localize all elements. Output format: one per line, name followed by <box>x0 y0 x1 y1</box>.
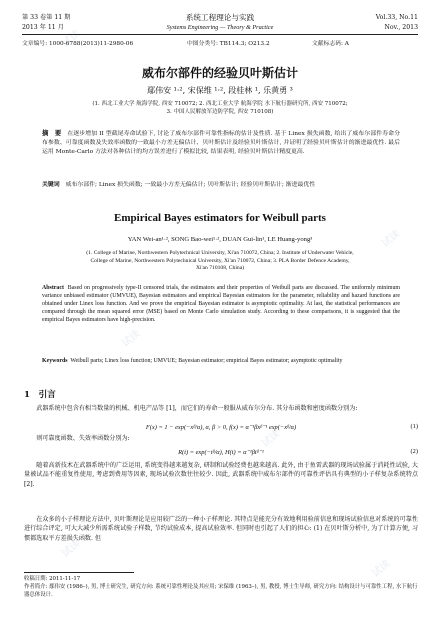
keywords-cn-label: 关键词 <box>42 181 60 188</box>
footnote-received: 收稿日期: 2011-11-17 <box>24 576 81 582</box>
volume-issue-en: Vol.33, No.11 <box>375 14 418 21</box>
watermark: 试读 <box>370 558 393 580</box>
authors-en: YAN Wei-an¹·², SONG Bao-wei¹·², DUAN Gui-lin¹, LE Huang-yong³ <box>127 236 313 243</box>
header-rule <box>22 34 418 35</box>
keywords-cn <box>42 180 400 190</box>
issue-date-en: Nov., 2013 <box>384 24 418 31</box>
volume-issue: 第 33 卷第 11 期 <box>22 14 71 21</box>
equation-2 <box>24 448 418 458</box>
title-cn: 威布尔部件的经验贝叶斯估计 <box>141 66 298 80</box>
body-text: 随着高新技术在武器系统中的广泛运用, 系统变得越来越复杂, 研制和试验经费也越来越高. 此外, 由于鱼雷武器的现场试验属于消耗性试验, 大量被试品不能重复性使用, 考虑到费用等因素, 现场试验次数往往较少. 因此, 武器系统中威布尔部件的可靠性评估具有典型的小子样复杂系统特点 [2]. <box>24 462 418 488</box>
affiliation-cn-line: 3. 中国人民解放军边防学院, 西安 710108) <box>166 109 274 115</box>
abstract-cn-text: 在逐步增加 II 型截尾寿命试验下, 讨论了威布尔部件可靠性指标的估计及性质. 基于 Linex 损失函数, 给出了威布尔部件寿命分布参数、可靠度函数及失效率函数的一致最小方差无偏估计、贝叶斯估计及经验贝叶斯估计, 并证明了经验贝叶斯估计的渐进最优性. 最后运用 Monte-Carlo 方法对各种估计的均方误差进行了模拟比较, 结果表明, 经验贝叶斯估计精度更高. <box>42 131 401 156</box>
document-code: 文献标志码: A <box>312 41 349 47</box>
body-paragraph <box>24 461 418 489</box>
watermark: 试读 <box>380 228 403 250</box>
affiliation-en-line: (1. College of Marine, Northwestern Polytechnical University, Xi'an 710072, China; 2. Institute of Underwater Vehicle, <box>86 250 354 256</box>
equation-text: F(x) = 1 − exp(−xᵝ/α), α, β > 0, f(x) = α⁻¹βxᵝ⁻¹ exp(−xᵝ/α) <box>145 424 297 431</box>
keywords-en-label: Keywords <box>42 358 68 364</box>
body-paragraph <box>24 404 418 413</box>
authors-cn: 鄢伟安 ¹·², 宋保维 ¹·², 段桂林 ¹, 乐黄勇 ³ <box>147 86 293 95</box>
section-heading: 1 引言 <box>24 390 56 400</box>
keywords-cn-text: 威布尔部件; Linex 损失函数; 一致最小方差无偏估计; 贝叶斯估计; 经验贝叶斯估计; 渐进最优性 <box>65 182 316 188</box>
body-text: 则可靠度函数、失效率函数分别为: <box>36 435 130 442</box>
body-text: 武器系统中包含有相当数量的机械、机电产品等 [1]，而它们的寿命一般服从威布尔分布. 其分布函数和密度函数分别为: <box>36 405 358 412</box>
affiliation-cn-line: (1. 西北工业大学 航海学院, 西安 710072; 2. 西北工业大学 航海学院 水下航行器研究所, 西安 710072; <box>92 101 348 107</box>
abstract-en-text: Based on progressively type-II censored trials, the estimators and their properties of Weibull parts are discussed. The uniformly minimum variance unbiased estimator (UMVUE), Bayesian estimators and empirical Bayesian estimators for the parameter, reliability and hazard functions are obtained under Linex loss function. And we prove the empirical Bayesian estimator is asymptotic optimality. At last, the statistical performances are compared through the mean squared error (MSE) based on Monte Carlo simulation study. According to these comparisons, it is suggested that the empirical Bayes estimators have high-precision. <box>42 285 400 324</box>
footnote-rule <box>24 572 134 573</box>
affiliation-en-line: College of Marine, Northwestern Polytechnical University, Xi'an 710072, China; 3. PLA Border Defence Academy, <box>90 257 350 264</box>
watermark: 试读 <box>300 128 323 150</box>
footnotes <box>24 575 418 599</box>
article-number: 文章编号: 1000-6788(2013)11-2980-06 <box>22 41 134 47</box>
equation-number: (2) <box>410 448 418 455</box>
body-paragraph <box>24 515 418 543</box>
watermark: 试读 <box>260 428 283 450</box>
affiliation-cn <box>40 100 400 116</box>
body-text: 在众多的小子样理论方法中, 贝叶斯理论是应用较广泛的一种小子样理论. 其特点是能充分有效地利用验前信息和现场试验信息对系统的可靠性进行综合评定, 可大大减少所需系统试验子样数, 节约试验成本, 提高试验效率. 但同时也引起了人们的担心: (1) 在贝叶斯分析中, 为了计算方便, 习惯都选取平方差损失函数. 但 <box>24 516 418 542</box>
abstract-en <box>42 284 400 324</box>
keywords-en-text: Weibull parts; Linex loss function; UMVUE; Bayesian estimator; empirical Bayes estimator; asymptotic optimality <box>70 358 343 364</box>
equation-1 <box>24 423 418 433</box>
abstract-cn <box>42 129 400 158</box>
watermark: 试读 <box>120 328 143 350</box>
footnote-authors: 作者简介: 鄢伟安 (1986–), 男, 博士研究生, 研究方向: 系统可靠性理论及其应用; 宋保维 (1963–), 男, 教授, 博士生导师, 研究方向: 结构设计与可靠性工程, 水下航行器总体设计. <box>24 584 418 598</box>
abstract-en-label: Abstract <box>42 285 64 291</box>
abstract-cn-label: 摘 要 <box>42 129 62 137</box>
body-paragraph <box>24 434 418 443</box>
affiliation-en <box>40 250 400 273</box>
keywords-en <box>42 357 400 365</box>
equation-number: (1) <box>410 423 418 430</box>
title-en: Empirical Bayes estimators for Weibull parts <box>114 212 326 224</box>
journal-name-cn: 系统工程理论与实践 <box>185 13 255 22</box>
issue-date: 2013 年 11 月 <box>22 24 64 31</box>
watermark: 试读 <box>60 538 83 560</box>
journal-name-en: Systems Engineering — Theory & Practice <box>166 24 274 31</box>
clc-number: 中图分类号: TB114.3; O213.2 <box>187 41 270 47</box>
watermark: 试读 <box>60 28 83 50</box>
affiliation-en-line: Xi'an 710108, China) <box>195 265 245 272</box>
equation-text: R(t) = exp(−tᵝ/α), H(t) = α⁻¹βtᵝ⁻¹ <box>178 449 264 456</box>
